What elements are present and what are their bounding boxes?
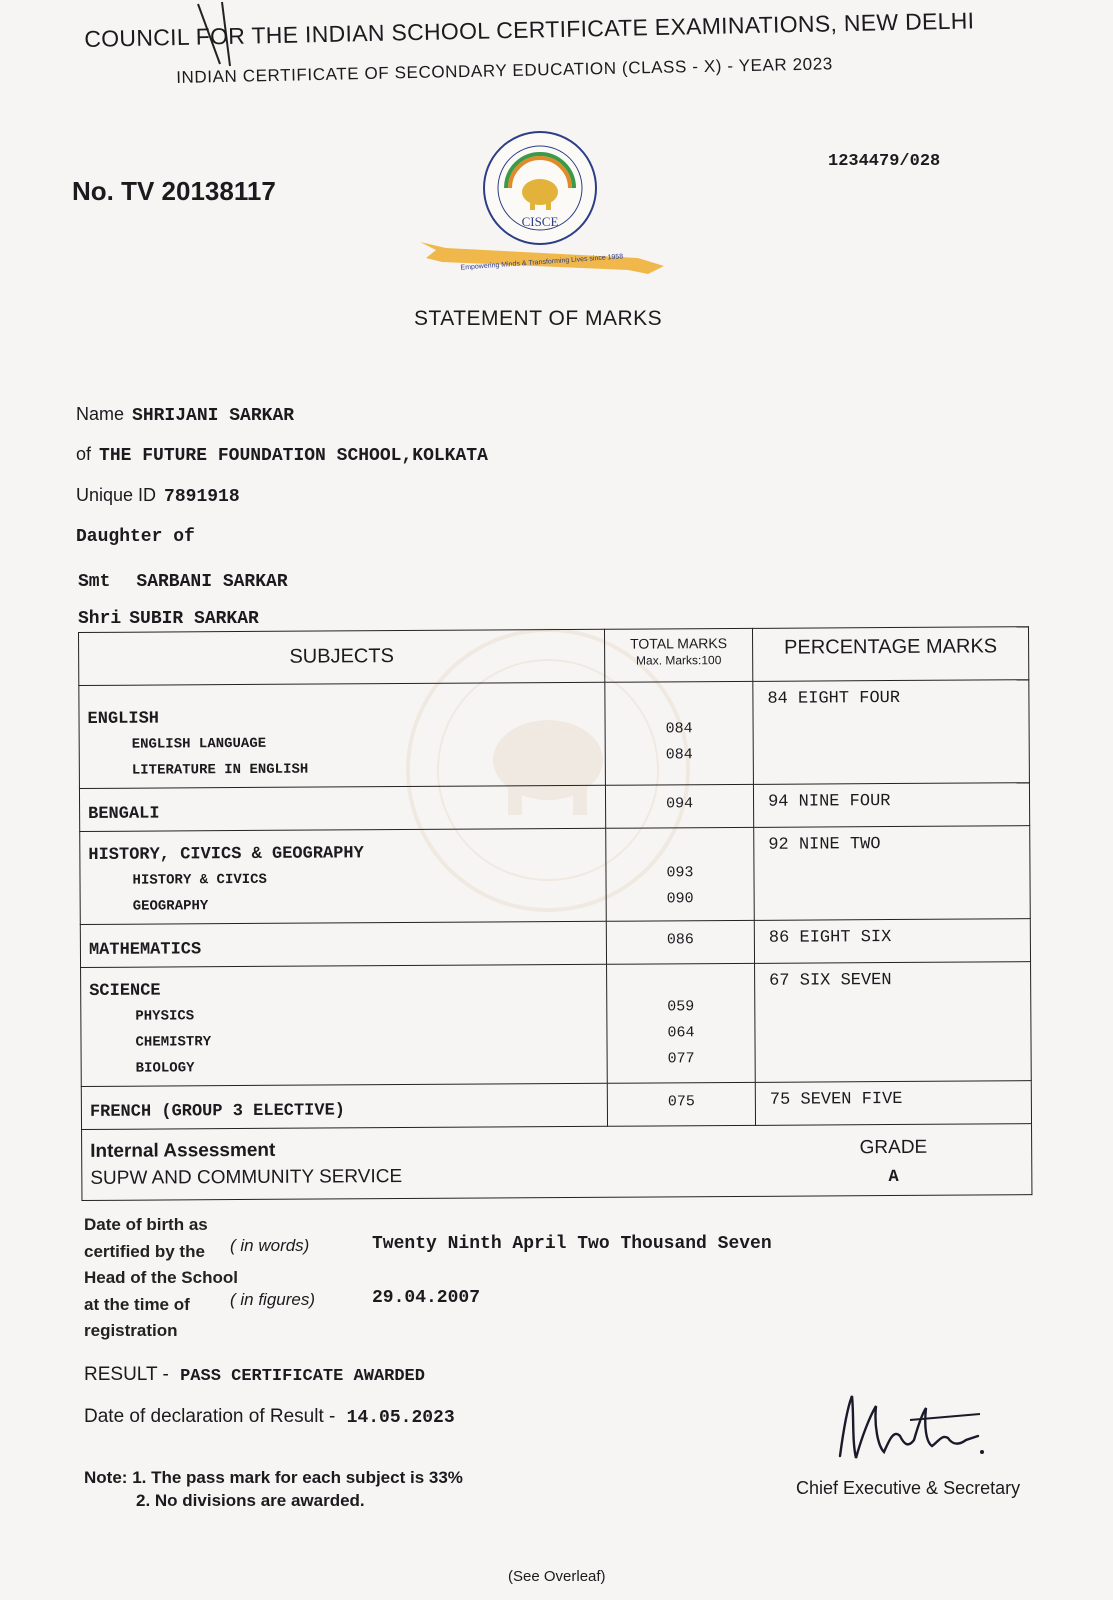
subject-name: HISTORY, CIVICS & GEOGRAPHY [88, 844, 364, 865]
signatory-title: Chief Executive & Secretary [796, 1478, 1021, 1498]
name-label: Name [76, 404, 125, 424]
header-total [604, 628, 752, 682]
table-header-row [79, 627, 1029, 686]
mother-name: SARBANI SARKAR [136, 572, 288, 592]
father-label: Shri [78, 609, 122, 629]
table-row [81, 962, 1032, 1087]
subject-part: HISTORY & CIVICS [132, 871, 267, 889]
certificate-number: No. TV 20138117 [72, 176, 276, 206]
marks-value: 084 [665, 746, 693, 764]
school-row [76, 444, 488, 466]
school-name: THE FUTURE FOUNDATION SCHOOL,KOLKATA [99, 446, 488, 466]
marks-value: 077 [667, 1050, 695, 1068]
marks-value: 090 [666, 890, 694, 908]
dob-label-line: Date of birth as [84, 1215, 208, 1234]
marks-value: 059 [667, 998, 695, 1016]
internal-label: Internal Assessment [90, 1139, 276, 1162]
percentage-cell: 92 NINE TWO [754, 826, 1031, 921]
header-total-max: Max. Marks:100 [635, 653, 722, 668]
dob-label-line: registration [84, 1321, 178, 1340]
seal-acronym: CISCE [521, 214, 559, 229]
mother-label: Smt [78, 572, 111, 592]
seal-motto: Empowering Minds & Transforming Lives since 1958 [460, 253, 624, 272]
father-name: SUBIR SARKAR [129, 609, 259, 629]
percentage-cell: 84 EIGHT FOUR [753, 680, 1030, 785]
table-row [80, 826, 1031, 925]
marks-cell [606, 827, 755, 921]
in-words-label: ( in words) [230, 1236, 310, 1255]
reference-number: 1234479/028 [828, 152, 941, 171]
table-row [81, 1081, 1031, 1130]
declaration-label: Date of declaration of Result - [84, 1406, 336, 1427]
percentage-cell: 67 SIX SEVEN [755, 962, 1032, 1083]
dob-words: Twenty Ninth April Two Thousand Seven [372, 1234, 772, 1254]
dob-label [84, 1212, 238, 1345]
subject-name: FRENCH (GROUP 3 ELECTIVE) [89, 1101, 346, 1122]
dob-label-line: at the time of [84, 1294, 190, 1314]
table-row [80, 919, 1030, 968]
internal-assessment-row [82, 1124, 1032, 1201]
marks-value: 094 [665, 795, 694, 813]
subject-part: BIOLOGY [135, 1060, 195, 1077]
grade-cell [756, 1124, 1032, 1197]
subject-name: BENGALI [88, 804, 160, 824]
result-row [84, 1364, 425, 1386]
signature-image [830, 1386, 995, 1476]
marks-cell [605, 784, 753, 828]
subject-part: CHEMISTRY [135, 1034, 212, 1051]
exam-heading: INDIAN CERTIFICATE OF SECONDARY EDUCATION (CLASS - X) - YEAR 2023 [176, 54, 834, 87]
cisce-seal-logo [470, 128, 610, 248]
declaration-row [84, 1406, 455, 1428]
subject-cell [79, 682, 606, 788]
marks-value: 086 [666, 931, 694, 949]
header-total-label: TOTAL MARKS [630, 635, 728, 652]
subject-part: PHYSICS [135, 1008, 195, 1025]
relation-label: Daughter of [76, 527, 195, 547]
subject-cell [81, 1083, 607, 1129]
subject-part: GEOGRAPHY [132, 898, 209, 915]
table-row [79, 680, 1030, 789]
grade-label: GRADE [859, 1136, 928, 1159]
dob-label-line: certified by the [84, 1241, 205, 1261]
uid-row [76, 485, 240, 507]
note-line: 2. No divisions are awarded. [136, 1491, 365, 1510]
internal-subject: SUPW AND COMMUNITY SERVICE [90, 1166, 403, 1189]
school-label: of [76, 444, 92, 464]
internal-assessment-cell [82, 1125, 756, 1200]
note-label: Note: [84, 1468, 128, 1487]
marks-value: 093 [666, 864, 694, 882]
name-row [76, 404, 294, 426]
declaration-date: 14.05.2023 [346, 1408, 455, 1428]
mother-row [78, 570, 288, 592]
marks-table [78, 626, 1032, 1201]
subject-cell [80, 828, 607, 924]
marks-value: 064 [667, 1024, 695, 1042]
table-row [79, 783, 1029, 832]
percentage-cell: 75 SEVEN FIVE [755, 1081, 1031, 1126]
marks-cell [607, 1082, 755, 1126]
subject-cell [81, 964, 608, 1086]
statement-title: STATEMENT OF MARKS [414, 307, 663, 330]
dob-figures: 29.04.2007 [372, 1288, 481, 1308]
seal-ribbon [418, 236, 666, 282]
dob-label-line: Head of the School [84, 1268, 238, 1287]
uid-label: Unique ID [76, 485, 157, 505]
result-label: RESULT - [84, 1364, 169, 1385]
subject-name: SCIENCE [89, 981, 161, 1001]
subject-name: ENGLISH [87, 709, 160, 729]
header-subjects: SUBJECTS [79, 629, 605, 685]
marks-value: 075 [667, 1093, 695, 1111]
council-heading: COUNCIL FOR THE INDIAN SCHOOL CERTIFICATE EXAMINATIONS, NEW DELHI [84, 7, 975, 52]
subject-part: LITERATURE IN ENGLISH [131, 761, 309, 779]
unique-id: 7891918 [164, 487, 240, 507]
student-name: SHRIJANI SARKAR [132, 406, 295, 426]
marks-value: 084 [665, 720, 693, 738]
see-overleaf: (See Overleaf) [508, 1568, 606, 1585]
subject-name: MATHEMATICS [88, 940, 202, 960]
subject-cell [80, 921, 606, 967]
percentage-cell: 94 NINE FOUR [753, 783, 1029, 828]
subject-cell [79, 785, 605, 831]
result-value: PASS CERTIFICATE AWARDED [180, 1367, 425, 1386]
marks-cell [606, 920, 754, 964]
subject-part: ENGLISH LANGUAGE [131, 735, 267, 753]
note-line: 1. The pass mark for each subject is 33% [132, 1468, 463, 1487]
percentage-cell: 86 EIGHT SIX [754, 919, 1030, 964]
grade-value: A [888, 1167, 899, 1188]
in-figures-label: ( in figures) [230, 1290, 316, 1309]
marks-cell [607, 963, 756, 1083]
father-row [78, 607, 259, 629]
marks-cell [605, 681, 754, 785]
header-percentage: PERCENTAGE MARKS [752, 627, 1028, 682]
notes [84, 1466, 463, 1512]
